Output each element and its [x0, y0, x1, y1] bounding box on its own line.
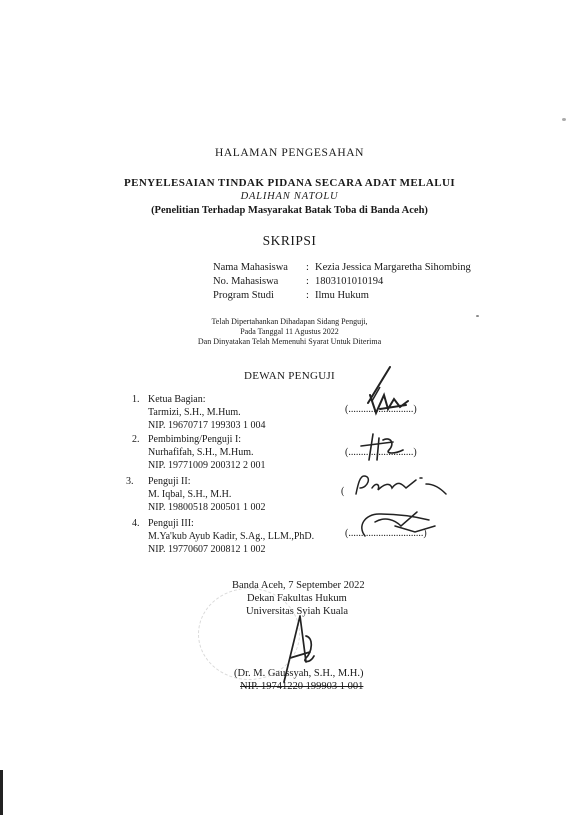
student-number-value: 1803101010194 — [315, 276, 384, 287]
examiner-name: M.Ya'kub Ayub Kadir, S.Ag., LLM.,PhD. — [148, 531, 315, 542]
place-date: Banda Aceh, 7 September 2022 — [232, 580, 365, 591]
examiner-nip: NIP. 19670717 199303 1 004 — [148, 420, 266, 431]
study-program-value: Ilmu Hukum — [315, 290, 369, 301]
dean-nip: NIP. 19741220 199903 1 001 — [240, 681, 364, 692]
examiner-number: 3. — [126, 476, 134, 487]
page-heading: HALAMAN PENGESAHAN — [214, 147, 365, 159]
scan-edge-mark — [0, 770, 3, 815]
student-number-label: No. Mahasiswa — [213, 276, 279, 287]
statement-line3: Dan Dinyatakan Telah Memenuhi Syarat Untuk Diterima — [197, 337, 382, 346]
examiner-number: 4. — [132, 518, 140, 529]
signature-placeholder: (..........................) — [345, 447, 417, 458]
thesis-title-line2: DALIHAN NATOLU — [240, 191, 339, 202]
examiner-role: Pembimbing/Penguji I: — [148, 434, 242, 445]
signature-placeholder: (..........................) — [345, 404, 417, 415]
signature-examiner-4 — [355, 506, 440, 546]
study-program-label: Program Studi — [213, 290, 274, 301]
signature-placeholder: ( — [341, 486, 345, 497]
dean-title: Dekan Fakultas Hukum — [247, 593, 347, 604]
colon: : — [306, 276, 309, 287]
statement-line2: Pada Tanggal 11 Agustus 2022 — [240, 327, 339, 336]
examiner-name: Tarmizi, S.H., M.Hum. — [148, 407, 241, 418]
examiner-nip: NIP. 19800518 200501 1 002 — [148, 502, 266, 513]
board-title: DEWAN PENGUJI — [244, 370, 335, 382]
dean-name: (Dr. M. Gaussyah, S.H., M.H.) — [234, 668, 364, 679]
thesis-title-line3: (Penelitian Terhadap Masyarakat Batak Toba di Banda Aceh) — [151, 205, 428, 216]
thesis-title-line1: PENYELESAIAN TINDAK PIDANA SECARA ADAT MELALUI — [123, 177, 456, 189]
examiner-role: Penguji III: — [148, 518, 194, 529]
examiner-number: 1. — [132, 394, 140, 405]
signature-placeholder: (..............................) — [345, 528, 427, 539]
colon: : — [306, 262, 309, 273]
examiner-number: 2. — [132, 434, 140, 445]
signature-examiner-3 — [350, 470, 450, 502]
examiner-name: Nurhafifah, S.H., M.Hum. — [148, 447, 254, 458]
examiner-nip: NIP. 19770607 200812 1 002 — [148, 544, 266, 555]
examiner-role: Ketua Bagian: — [148, 394, 206, 405]
student-name-value: Kezia Jessica Margaretha Sihombing — [315, 262, 471, 273]
scan-speck — [562, 118, 566, 121]
university-name: Universitas Syiah Kuala — [246, 606, 349, 617]
colon: : — [306, 290, 309, 301]
signature-examiner-2 — [355, 430, 415, 465]
scan-speck — [476, 315, 479, 317]
student-name-label: Nama Mahasiswa — [213, 262, 288, 273]
statement-line1: Telah Dipertahankan Dihadapan Sidang Penguji, — [211, 317, 368, 326]
document-type: SKRIPSI — [262, 233, 317, 248]
signature-dean — [270, 612, 330, 692]
examiner-name: M. Iqbal, S.H., M.H. — [148, 489, 232, 500]
examiner-nip: NIP. 19771009 200312 2 001 — [148, 460, 266, 471]
signature-examiner-1 — [350, 365, 420, 425]
examiner-role: Penguji II: — [148, 476, 191, 487]
